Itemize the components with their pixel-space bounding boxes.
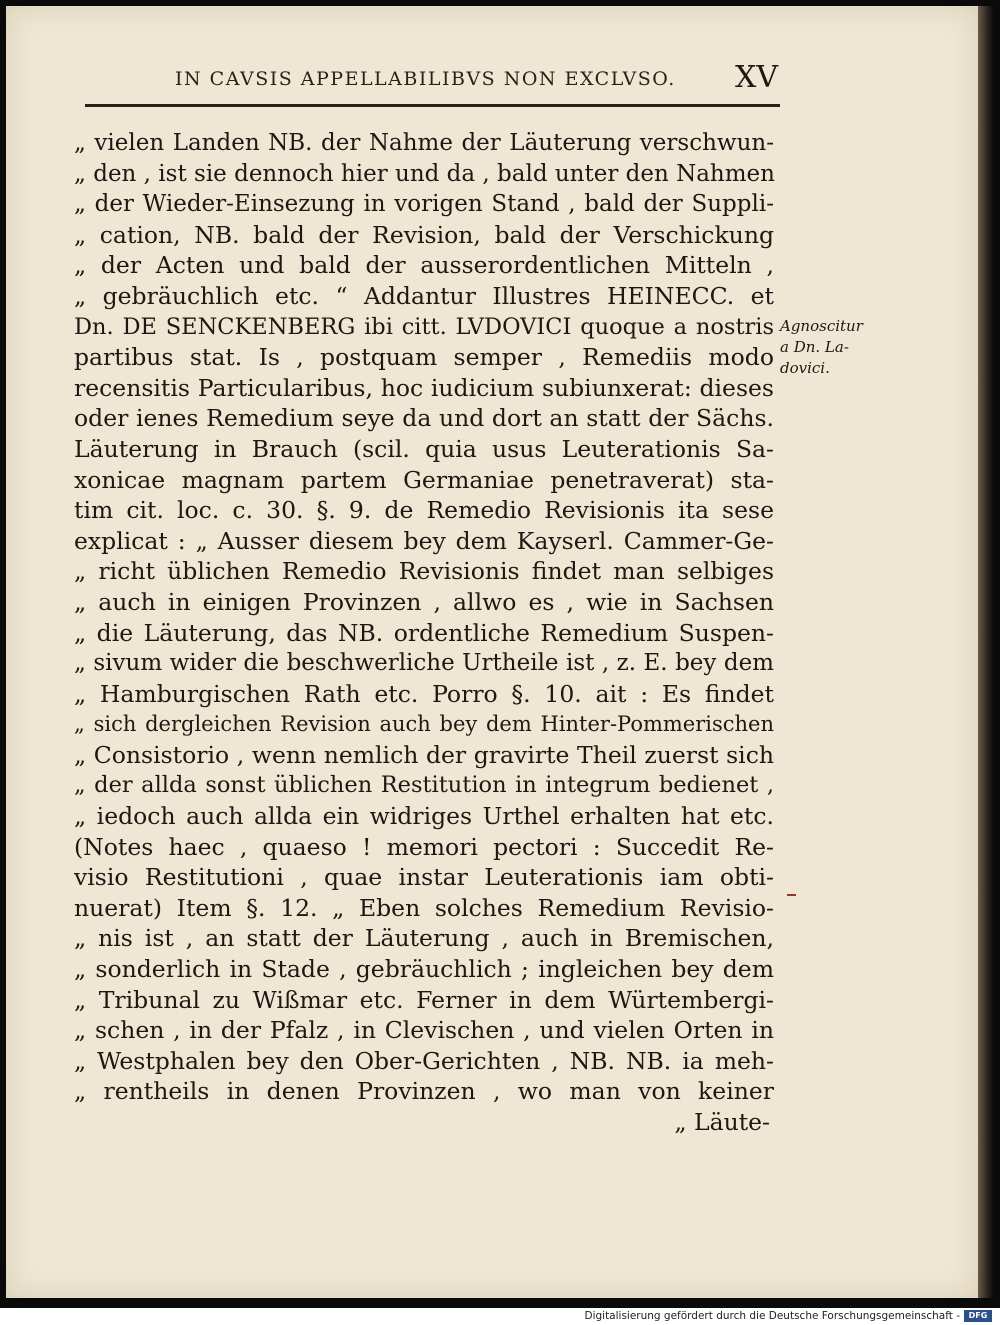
header-rule: [85, 104, 780, 107]
text-line: „ sivum wider die beschwerliche Urtheile ist , z. E. bey dem: [74, 650, 774, 677]
footer-credit: Digitalisierung gefördert durch die Deutsche Forschungsgemeinschaft -: [584, 1310, 960, 1322]
text-line: „ Consistorio , wenn nemlich der gravirte Theil zuerst sich: [74, 740, 774, 769]
text-line: „ den , ist sie dennoch hier und da , bald unter den Nahmen: [74, 160, 775, 187]
body-text: [74, 128, 774, 1138]
text-line: „ sich dergleichen Revision auch bey dem Hinter-Pommerischen: [74, 712, 774, 737]
text-line: recensitis Particularibus, hoc iudicium subiunxerat: dieses: [74, 373, 774, 402]
text-line: „ richt üblichen Remedio Revisionis findet man selbiges: [74, 557, 774, 586]
text-line: Läuterung in Brauch (scil. quia usus Leuterationis Sa-: [74, 434, 774, 463]
text-line: „ der allda sonst üblichen Restitution in integrum bedienet ,: [74, 772, 774, 799]
margin-note-line: Agnoscitur: [780, 317, 863, 335]
text-line: nuerat) Item §. 12. „ Eben solches Remedium Revisio-: [74, 893, 774, 922]
text-line: „ vielen Landen NB. der Nahme der Läuterung verschwun-: [74, 130, 774, 156]
text-line: „ der Wieder-Einsezung in vorigen Stand , bald der Suppli-: [74, 191, 774, 218]
text-line: tim cit. loc. c. 30. §. 9. de Remedio Revisionis ita sese: [74, 496, 774, 525]
page-edge-shadow: [978, 6, 994, 1298]
text-line: oder ienes Remedium seye da und dort an statt der Sächs.: [74, 404, 774, 433]
text-line: „ cation, NB. bald der Revision, bald der Verschickung: [74, 220, 774, 249]
text-line: explicat : „ Ausser diesem bey dem Kayserl. Cammer-Ge-: [74, 526, 774, 555]
text-line: „ sonderlich in Stade , gebräuchlich ; ingleichen bey dem: [74, 955, 774, 984]
text-line: (Notes haec , quaeso ! memori pectori : Succedit Re-: [74, 832, 774, 861]
page-number: XV: [735, 60, 779, 95]
text-line: „ rentheils in denen Provinzen , wo man von keiner: [74, 1077, 774, 1106]
text-line: „ Hamburgischen Rath etc. Porro §. 10. ait : Es findet: [74, 679, 774, 708]
text-line: „ die Läuterung, das NB. ordentliche Remedium Suspen-: [74, 618, 774, 647]
catchword: „ Läute-: [674, 1108, 770, 1136]
margin-note-line: dovici.: [780, 359, 830, 377]
text-line: „ nis ist , an statt der Läuterung , auch in Bremischen,: [74, 924, 774, 953]
text-line: „ Westphalen bey den Ober-Gerichten , NB. NB. ia meh-: [74, 1046, 774, 1075]
text-line: „ der Acten und bald der ausserordentlichen Mitteln ,: [74, 251, 774, 280]
text-line: Dn. DE SENCKENBERG ibi citt. LVDOVICI quoque a nostris: [74, 313, 774, 340]
text-line: „ Tribunal zu Wißmar etc. Ferner in dem Würtembergi-: [74, 985, 774, 1014]
text-line: „ gebräuchlich etc. “ Addantur Illustres HEINECC. et: [74, 281, 774, 310]
text-line: „ iedoch auch allda ein widriges Urthel erhalten hat etc.: [74, 802, 774, 831]
text-line: „ schen , in der Pfalz , in Clevischen , und vielen Orten in: [74, 1016, 774, 1045]
margin-dash-mark: [787, 894, 796, 896]
margin-note-line: a Dn. La-: [780, 338, 849, 356]
running-head: IN CAVSIS APPELLABILIBVS NON EXCLVSO.: [175, 68, 676, 90]
text-line: partibus stat. Is , postquam semper , Remediis modo: [74, 343, 774, 372]
margin-note: [780, 316, 900, 379]
dfg-logo-icon: DFG: [964, 1310, 992, 1322]
text-line: visio Restitutioni , quae instar Leuterationis iam obti-: [74, 863, 774, 892]
text-line: „ auch in einigen Provinzen , allwo es , wie in Sachsen: [74, 587, 774, 616]
text-line: xonicae magnam partem Germaniae penetraverat) sta-: [74, 465, 774, 494]
